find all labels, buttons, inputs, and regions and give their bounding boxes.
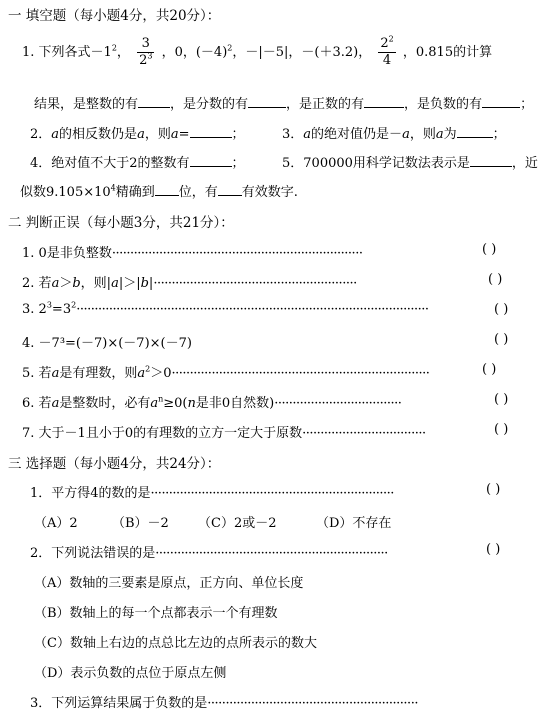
judge-item-7: 7. 大于－1且小于0的有理数的立方一定大于原数·································· xyxy=(22,426,426,441)
answer-paren[interactable]: ( ) xyxy=(482,242,497,257)
answer-paren[interactable]: ( ) xyxy=(494,302,509,317)
option-c[interactable]: （C）数轴上右边的点总比左边的点所表示的数大 xyxy=(34,636,317,651)
judge-item-3: 3. $2^3=3^2\cdot\cdot\cdot\cdot\cdot\cdot\cdot\cdot\cdot\cdot\cdot\cdot\cdot\cdot\cdot\cdot\cdot\cdot\cdot\cdot\cdot\cdot\cdot\cdot\cdot\cdot\cdot\cdot\cdot\cdot\cdot\cdot\cdot\cdot\cdot\cdot\cdot\cdot\cdot\cdot\cdot\cdot\cdot\cdot\cdot\cdot\cdot\cdot\cdot\cdot\cdot\cdot\cdot\cdot\cdot\cdot\cdot\cdot\cdot\cdot\cdot\cdot\cdot\cdot\cdot\cdot\cdot\cdot\cdot\cdot\cdot\cdot\cdot\cdot\cdot\cdot\cdot\cdot\cdot\cdot\cdot\cdot\cdot\cdot\cdot\cdot\cdot\cdot\cdot\cdot\cdot\cdot\cdot\cdot\cdot\cdot\cdot$ xyxy=(22,300,429,317)
answer-blank[interactable] xyxy=(482,95,520,108)
answer-blank[interactable] xyxy=(190,125,232,138)
answer-paren[interactable]: ( ) xyxy=(494,332,509,347)
question4: 4．绝对值不大于2的整数有 ； xyxy=(30,156,245,171)
judge-item-2: 2. 若a＞b，则|a|＞|b|························································ xyxy=(22,276,357,291)
choice-question-3: 3．下列运算结果属于负数的是·························································· xyxy=(30,696,418,711)
answer-paren[interactable]: ( ) xyxy=(486,542,501,557)
judge-item-4: 4. －7³=(－7)×(－7)×(－7) xyxy=(22,336,192,351)
section2-title: 二 判断正误（每小题3分，共21分）： xyxy=(8,215,234,231)
section3-title: 三 选择题（每小题4分，共24分）： xyxy=(8,456,221,472)
answer-blank[interactable] xyxy=(457,125,493,138)
option-d[interactable]: （D）表示负数的点位于原点左侧 xyxy=(34,666,227,681)
option-d[interactable]: （D）不存在 xyxy=(316,516,392,531)
fraction-3-over-2-cubed: $\frac{3}{2^3}$ xyxy=(139,36,153,68)
option-a[interactable]: （A）数轴的三要素是原点，正方向、单位长度 xyxy=(34,576,304,591)
judge-item-6: 6. 若a是整数时，必有$a^n\ge 0(n$是非0自然数)··································· xyxy=(22,394,402,411)
answer-paren[interactable]: ( ) xyxy=(486,482,501,497)
answer-paren[interactable]: ( ) xyxy=(494,422,509,437)
judge-item-5: 5. 若a是有理数，则$a^2>0\cdot\cdot\cdot\cdot\cdot\cdot\cdot\cdot\cdot\cdot\cdot\cdot\cdot\cdot\cdot\cdot\cdot\cdot\cdot\cdot\cdot\cdot\cdot\cdot\cdot\cdot\cdot\cdot\cdot\cdot\cdot\cdot\cdot\cdot\cdot\cdot\cdot\cdot\cdot\cdot\cdot\cdot\cdot\cdot\cdot\cdot\cdot\cdot\cdot\cdot\cdot\cdot\cdot\cdot\cdot\cdot\cdot\cdot\cdot\cdot\cdot\cdot\cdot\cdot\cdot\cdot\cdot\cdot\cdot\cdot\cdot$ xyxy=(22,364,430,381)
answer-blank[interactable] xyxy=(364,95,404,108)
answer-blank[interactable] xyxy=(190,154,232,167)
answer-blank[interactable] xyxy=(155,183,179,196)
question5: 5．700000用科学记数法表示是 ，近 xyxy=(282,156,538,171)
option-b[interactable]: （B）－2 xyxy=(112,516,169,531)
answer-paren[interactable]: ( ) xyxy=(488,272,503,287)
answer-blank[interactable] xyxy=(138,95,170,108)
answer-paren[interactable]: ( ) xyxy=(482,362,497,377)
question2: 2．a的相反数仍是a，则a= ； xyxy=(30,127,245,142)
answer-blank[interactable] xyxy=(470,154,512,167)
judge-item-1: 1. 0是非负整数····································································· xyxy=(22,246,363,261)
choice-question-2: 2．下列说法错误的是································································ xyxy=(30,546,388,561)
fraction-2-squared-over-4: $\frac{2^2}{4}$ xyxy=(380,35,394,68)
option-a[interactable]: （A）2 xyxy=(34,516,78,531)
question1: 1. 下列各式$-1^2$， $\frac{3}{2^3}$ ，0，$(-4)^2$，－|－5|，－(＋3.2)， $\frac{2^2}{4}$ ，0.815的计算 xyxy=(22,35,493,68)
answer-blank[interactable] xyxy=(248,95,286,108)
question5-line2: 似数$9.105\times 10^4$精确到 位，有 有效数字. xyxy=(20,183,298,200)
choice-question-1: 1．平方得4的数的是··································································· xyxy=(30,486,394,501)
option-b[interactable]: （B）数轴上的每一个点都表示一个有理数 xyxy=(34,606,278,621)
question3: 3．a的绝对值仍是－a，则a为 ； xyxy=(282,127,506,142)
section1-title: 一 填空题（每小题4分，共20分）： xyxy=(8,8,221,24)
answer-blank[interactable] xyxy=(218,183,242,196)
answer-paren[interactable]: ( ) xyxy=(494,392,509,407)
option-c[interactable]: （C）2或－2 xyxy=(198,516,277,531)
question1-line2: 结果，是整数的有 ，是分数的有 ，是正数的有 ，是负数的有 ； xyxy=(34,97,534,112)
